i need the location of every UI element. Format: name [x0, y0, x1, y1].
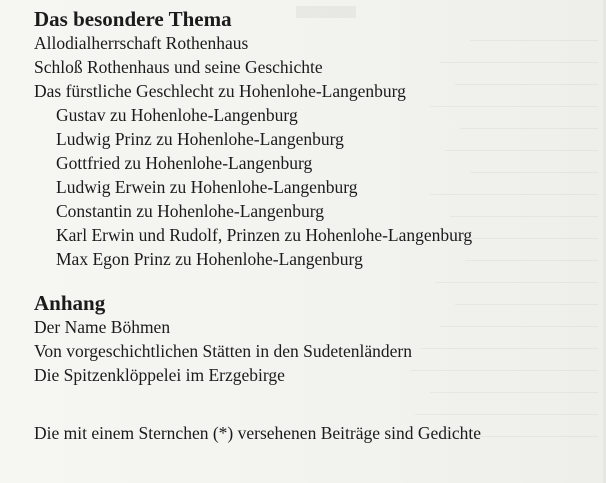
table-of-contents: [34, 7, 594, 445]
toc-entry: Von vorgeschichtlichen Stätten in den Sudetenländern: [34, 341, 412, 361]
toc-subentry: Ludwig Prinz zu Hohenlohe-Langenburg: [56, 129, 344, 149]
appendix-list: [34, 315, 594, 387]
section-spacer: [34, 271, 594, 291]
toc-subentry: Max Egon Prinz zu Hohenlohe-Langenburg: [56, 249, 363, 269]
footnote: Die mit einem Sternchen (*) versehenen Beiträge sind Gedichte: [34, 423, 482, 443]
toc-entry: Der Name Böhmen: [34, 317, 171, 337]
toc-entry: Das fürstliche Geschlecht zu Hohenlohe-Langenburg: [34, 81, 406, 101]
toc-subentry: Karl Erwin und Rudolf, Prinzen zu Hohenlohe-Langenburg: [56, 225, 473, 245]
section-heading-appendix: Anhang: [34, 291, 106, 315]
toc-entry: Schloß Rothenhaus und seine Geschichte: [34, 57, 323, 77]
toc-subentry: Constantin zu Hohenlohe-Langenburg: [56, 201, 324, 221]
toc-subentry: Gottfried zu Hohenlohe-Langenburg: [56, 153, 313, 173]
theme-list: [34, 31, 594, 271]
toc-subentry: Gustav zu Hohenlohe-Langenburg: [56, 105, 298, 125]
toc-entry: Allodialherrschaft Rothenhaus: [34, 33, 249, 53]
toc-subentry: Ludwig Erwein zu Hohenlohe-Langenburg: [56, 177, 358, 197]
section-spacer: [34, 387, 594, 421]
toc-entry: Die Spitzenklöppelei im Erzgebirge: [34, 365, 285, 385]
section-heading-theme: Das besondere Thema: [34, 7, 232, 31]
